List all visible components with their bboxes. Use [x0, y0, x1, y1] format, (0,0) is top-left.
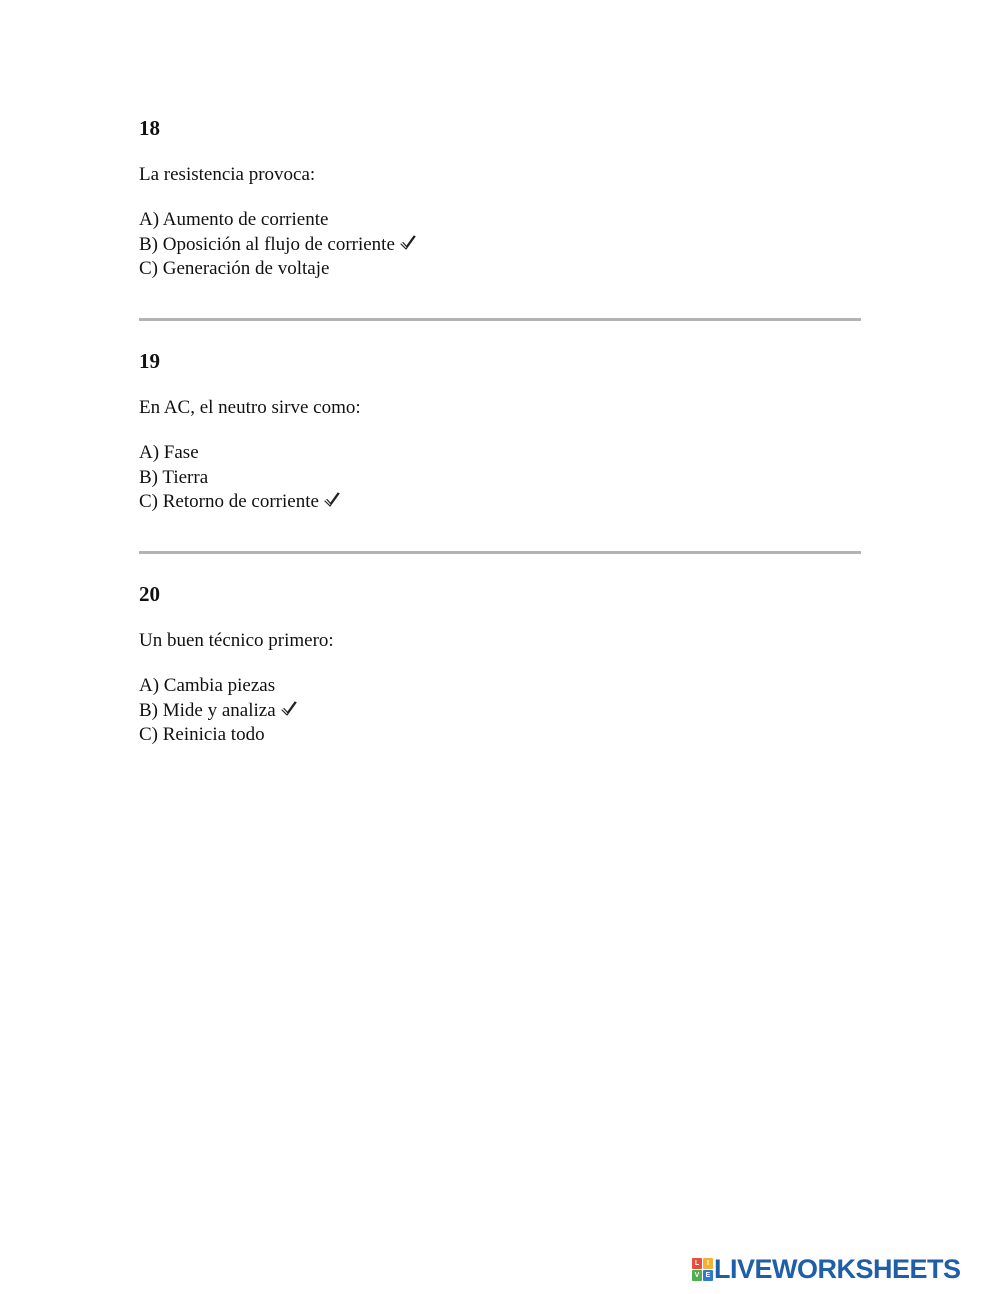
option-a[interactable]	[139, 208, 861, 233]
logo-mark-letter: I	[703, 1258, 713, 1269]
option-label: A) Cambia piezas	[139, 675, 276, 696]
check-mark-icon	[323, 492, 341, 508]
question-number: 19	[139, 349, 160, 373]
option-b[interactable]	[139, 466, 861, 491]
question-19	[139, 349, 861, 515]
option-b[interactable]	[139, 699, 861, 724]
option-c[interactable]	[139, 257, 861, 282]
question-number: 18	[139, 116, 160, 140]
option-label: A) Fase	[139, 442, 199, 463]
question-number: 20	[139, 582, 160, 606]
liveworksheets-logo	[692, 1256, 961, 1282]
option-label: B) Mide y analiza	[139, 699, 276, 721]
option-label: B) Tierra	[139, 466, 209, 488]
option-label: C) Retorno de corriente	[139, 491, 319, 512]
question-text: La resistencia provoca:	[139, 164, 316, 185]
options-list	[139, 674, 861, 748]
option-label: A) Aumento de corriente	[139, 209, 329, 230]
options-list	[139, 441, 861, 515]
option-a[interactable]	[139, 674, 861, 699]
question-18	[139, 116, 861, 282]
divider	[139, 318, 861, 321]
option-a[interactable]	[139, 441, 861, 466]
logo-mark-letter: V	[692, 1270, 702, 1281]
option-c[interactable]	[139, 723, 861, 748]
logo-mark-letter: L	[692, 1258, 702, 1269]
option-label: C) Generación de voltaje	[139, 258, 330, 279]
divider	[139, 551, 861, 554]
option-b[interactable]	[139, 233, 861, 258]
logo-mark-letter: E	[703, 1270, 713, 1281]
options-list	[139, 208, 861, 282]
option-label: B) Oposición al flujo de corriente	[139, 233, 395, 255]
check-mark-icon	[399, 235, 417, 251]
question-text: En AC, el neutro sirve como:	[139, 397, 361, 418]
option-c[interactable]	[139, 490, 861, 515]
check-mark-icon	[280, 701, 298, 717]
option-label: C) Reinicia todo	[139, 724, 265, 745]
question-text: Un buen técnico primero:	[139, 630, 334, 651]
question-20	[139, 582, 861, 748]
logo-mark-icon	[692, 1258, 712, 1280]
logo-wordmark: LIVEWORKSHEETS	[714, 1254, 961, 1284]
